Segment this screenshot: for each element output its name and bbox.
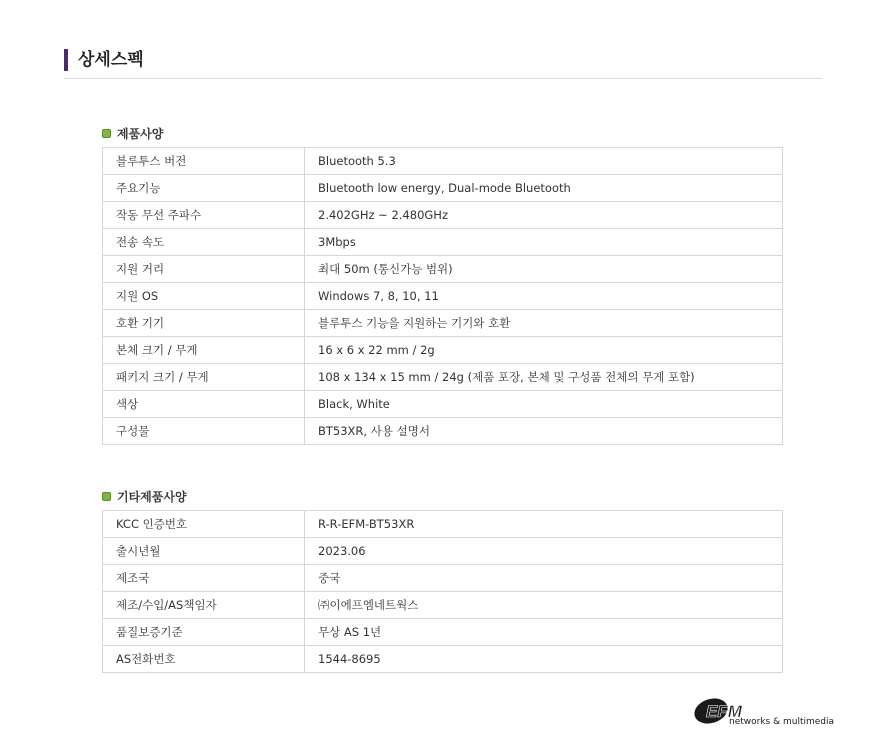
table-row <box>103 391 783 418</box>
spec-value: Black, White <box>305 391 783 418</box>
table-row <box>103 229 783 256</box>
table-row <box>103 511 783 538</box>
spec-key: 지원 OS <box>103 283 305 310</box>
spec-value: 블루투스 기능을 지원하는 기기와 호환 <box>305 310 783 337</box>
product-spec-table <box>102 147 783 445</box>
spec-key: 구성물 <box>103 418 305 445</box>
spec-value: 최대 50m (통신가능 범위) <box>305 256 783 283</box>
spec-key: 지원 거리 <box>103 256 305 283</box>
spec-key: 호환 기기 <box>103 310 305 337</box>
page-header <box>64 48 822 79</box>
table-row <box>103 619 783 646</box>
spec-value: 중국 <box>305 565 783 592</box>
square-bullet-icon <box>102 129 111 138</box>
spec-value: 무상 AS 1년 <box>305 619 783 646</box>
table-row <box>103 283 783 310</box>
spec-key: 전송 속도 <box>103 229 305 256</box>
spec-key: 제조국 <box>103 565 305 592</box>
page-title: 상세스펙 <box>78 50 144 70</box>
title-accent-bar <box>64 49 68 71</box>
spec-key: 출시년월 <box>103 538 305 565</box>
spec-key: 제조/수입/AS책임자 <box>103 592 305 619</box>
table-row <box>103 646 783 673</box>
spec-value: 1544-8695 <box>305 646 783 673</box>
table-row <box>103 148 783 175</box>
spec-value: 2.402GHz ~ 2.480GHz <box>305 202 783 229</box>
spec-key: 색상 <box>103 391 305 418</box>
table-row <box>103 337 783 364</box>
spec-key: 주요기능 <box>103 175 305 202</box>
square-bullet-icon <box>102 492 111 501</box>
spec-key: KCC 인증번호 <box>103 511 305 538</box>
spec-value: 108 x 134 x 15 mm / 24g (제품 포장, 본체 및 구성품 전체의 무게 포함) <box>305 364 783 391</box>
spec-key: 패키지 크기 / 무게 <box>103 364 305 391</box>
table-row <box>103 592 783 619</box>
table-row <box>103 418 783 445</box>
other-spec-table <box>102 510 783 673</box>
spec-value: BT53XR, 사용 설명서 <box>305 418 783 445</box>
spec-value: 16 x 6 x 22 mm / 2g <box>305 337 783 364</box>
spec-key: AS전화번호 <box>103 646 305 673</box>
spec-value: Bluetooth low energy, Dual-mode Bluetooth <box>305 175 783 202</box>
table-row <box>103 565 783 592</box>
spec-value: 2023.06 <box>305 538 783 565</box>
table-row <box>103 538 783 565</box>
spec-value: ㈜이에프엠네트웍스 <box>305 592 783 619</box>
spec-key: 블루투스 버전 <box>103 148 305 175</box>
spec-value: 3Mbps <box>305 229 783 256</box>
section-title: 제품사양 <box>117 127 164 141</box>
table-row <box>103 256 783 283</box>
table-row <box>103 175 783 202</box>
table-row <box>103 202 783 229</box>
section-title: 기타제품사양 <box>117 490 187 504</box>
spec-value: R-R-EFM-BT53XR <box>305 511 783 538</box>
spec-key: 품질보증기준 <box>103 619 305 646</box>
table-row <box>103 310 783 337</box>
spec-key: 본체 크기 / 무게 <box>103 337 305 364</box>
logo-tagline: networks & multimedia <box>729 717 835 727</box>
spec-value: Windows 7, 8, 10, 11 <box>305 283 783 310</box>
logo-mark: EFM <box>706 702 742 721</box>
spec-value: Bluetooth 5.3 <box>305 148 783 175</box>
spec-key: 작동 무선 주파수 <box>103 202 305 229</box>
table-row <box>103 364 783 391</box>
